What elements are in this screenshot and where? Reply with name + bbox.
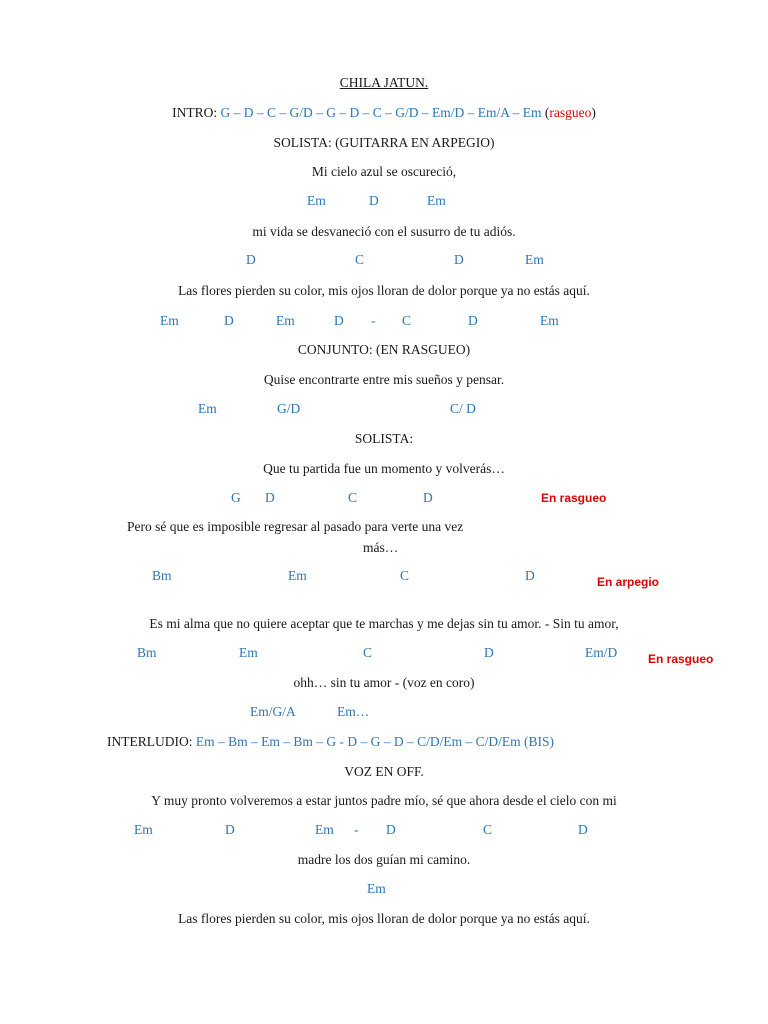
- interlude-label: INTERLUDIO:: [107, 734, 193, 749]
- chord: Em: [239, 645, 258, 660]
- chord: Em/G/A: [250, 704, 296, 719]
- chord: D: [224, 313, 234, 328]
- chord: D: [454, 252, 464, 267]
- chord: D: [265, 490, 275, 505]
- chord: Em: [315, 822, 334, 837]
- interlude-chords: Em – Bm – Em – Bm – G - D – G – D – C/D/Em – C/D/Em (BIS): [195, 734, 554, 749]
- chord: C: [355, 252, 365, 267]
- intro-line: [0, 104, 768, 122]
- chord: Em: [276, 313, 295, 328]
- chord: D: [386, 822, 396, 837]
- chord: D: [525, 568, 535, 583]
- chord: D: [225, 822, 235, 837]
- chord: C: [483, 822, 493, 837]
- chord: D: [578, 822, 588, 837]
- chord: Em…: [337, 704, 370, 719]
- chord: Em/D: [585, 645, 618, 660]
- chord: D: [246, 252, 256, 267]
- lyric-line: Que tu partida fue un momento y volverás…: [263, 461, 505, 476]
- song-title: CHILA JATUN.: [339, 75, 429, 90]
- strum-note: En rasgueo: [541, 491, 607, 505]
- chord: Em: [427, 193, 446, 208]
- lyric-line: Quise encontrarte entre mis sueños y pensar.: [263, 372, 505, 387]
- intro-note: rasgueo: [549, 105, 592, 120]
- chord: Em: [307, 193, 326, 208]
- chord: D: [334, 313, 344, 328]
- chord: -: [371, 313, 376, 328]
- chord: Em: [198, 401, 217, 416]
- intro-chords: G – D – C – G/D – G – D – C – G/D – Em/D – Em/A – Em: [220, 105, 542, 120]
- chord: C: [400, 568, 410, 583]
- section-solista-arpegio: SOLISTA: (GUITARRA EN ARPEGIO): [273, 135, 495, 150]
- chord: C: [402, 313, 412, 328]
- chord: C/ D: [450, 401, 476, 416]
- intro-paren-open: (: [544, 105, 550, 120]
- chord: Em: [540, 313, 559, 328]
- lyric-line: Y muy pronto volveremos a estar juntos padre mío, sé que ahora desde el cielo con mi: [151, 793, 617, 808]
- interlude-line: [107, 733, 554, 751]
- section-conjunto: CONJUNTO: (EN RASGUEO): [297, 342, 471, 357]
- intro-paren-close: ): [591, 105, 596, 120]
- chord: D: [369, 193, 379, 208]
- lyric-line: ohh… sin tu amor - (voz en coro): [293, 675, 475, 690]
- lyric-line: madre los dos guían mi camino.: [297, 852, 471, 867]
- section-voz-en-off: VOZ EN OFF.: [344, 764, 424, 779]
- chord: Bm: [137, 645, 157, 660]
- lyric-line: mi vida se desvaneció con el susurro de tu adiós.: [252, 224, 516, 239]
- chord: G: [231, 490, 241, 505]
- chord: D: [468, 313, 478, 328]
- chord: G/D: [277, 401, 301, 416]
- chord: Em: [367, 881, 386, 896]
- chord: C: [363, 645, 373, 660]
- lyric-line: Mi cielo azul se oscureció,: [311, 164, 457, 179]
- chord: D: [423, 490, 433, 505]
- chord: Em: [160, 313, 179, 328]
- chord: D: [484, 645, 494, 660]
- lyric-line: Es mi alma que no quiere aceptar que te marchas y me dejas sin tu amor. - Sin tu amor,: [149, 616, 619, 631]
- chord: Em: [288, 568, 307, 583]
- strum-note: En rasgueo: [648, 652, 714, 666]
- lyric-line: Pero sé que es imposible regresar al pasado para verte una vez: [127, 519, 464, 534]
- lyric-line: Las flores pierden su color, mis ojos lloran de dolor porque ya no estás aquí.: [178, 283, 590, 298]
- intro-label: INTRO:: [172, 105, 218, 120]
- lyric-line: Las flores pierden su color, mis ojos lloran de dolor porque ya no estás aquí.: [178, 911, 590, 926]
- chord: C: [348, 490, 358, 505]
- arpeggio-note: En arpegio: [597, 575, 660, 589]
- lyric-line: más…: [363, 540, 399, 555]
- chord: Em: [525, 252, 544, 267]
- section-solista: SOLISTA:: [354, 431, 414, 446]
- chord: Bm: [152, 568, 172, 583]
- chord: Em: [134, 822, 153, 837]
- chord: -: [354, 822, 359, 837]
